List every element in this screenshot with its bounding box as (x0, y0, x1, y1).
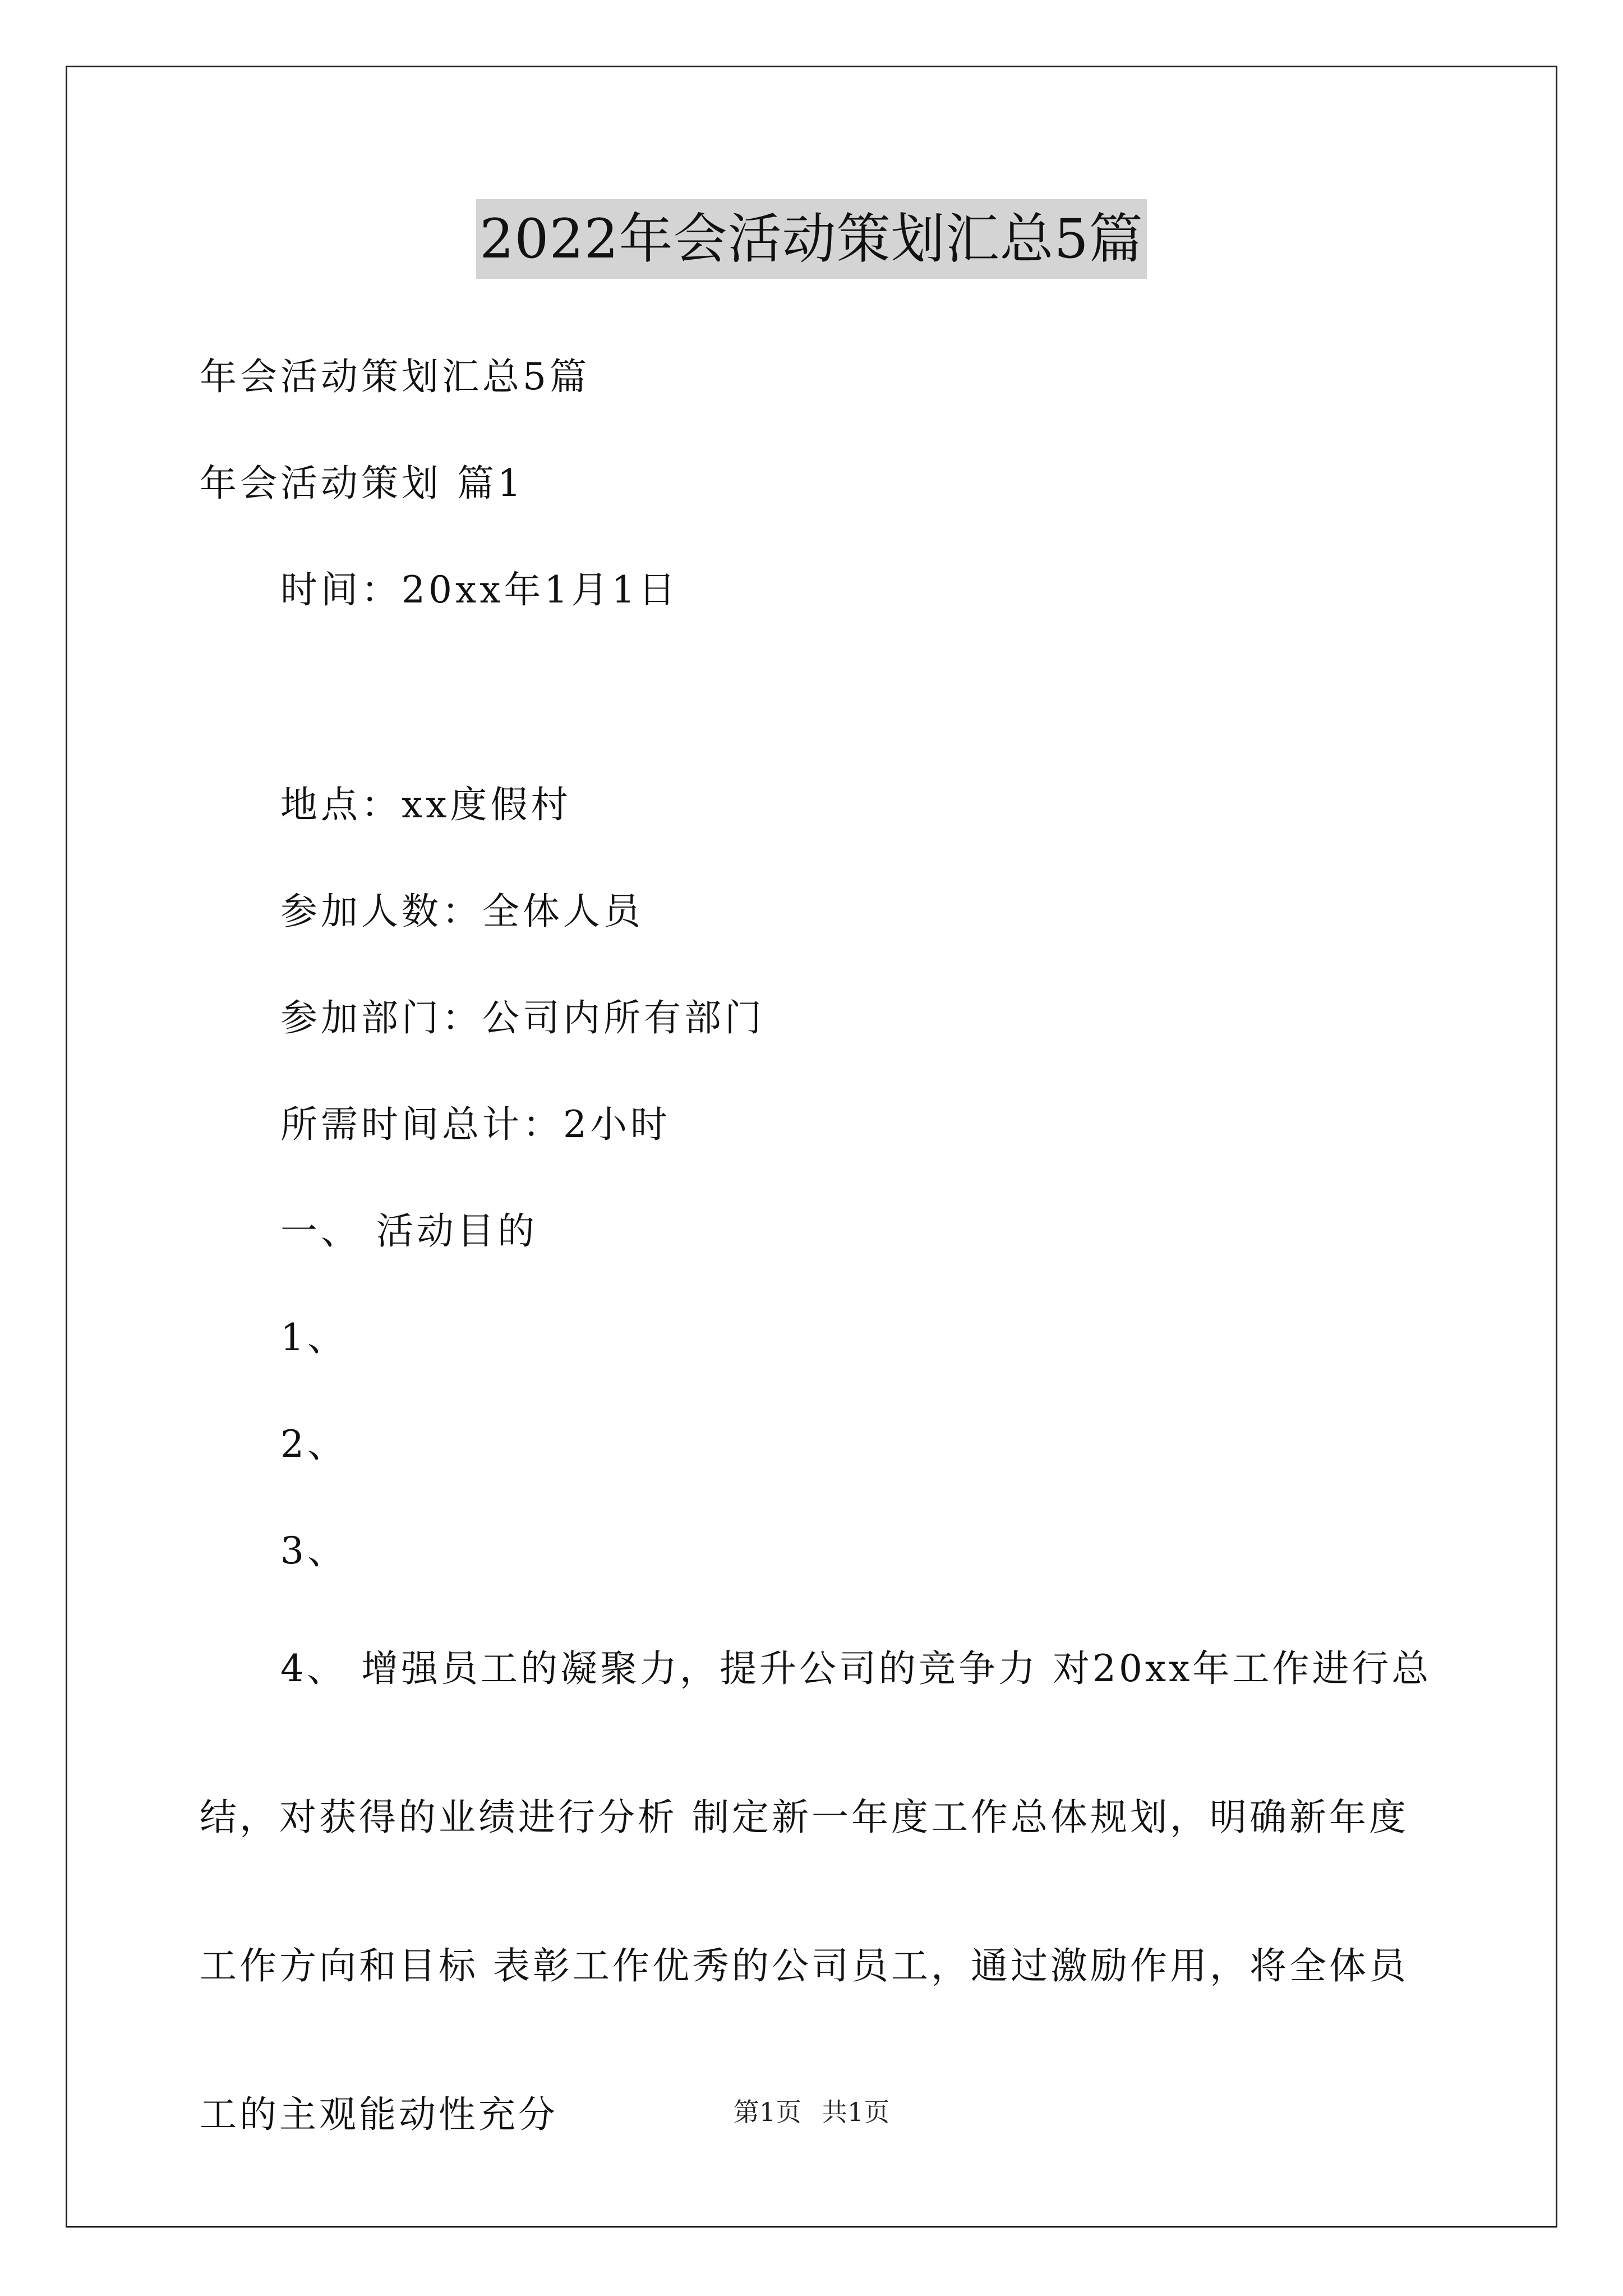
purpose-heading: 一、 活动目的 (280, 1209, 538, 1253)
section-heading: 年会活动策划 篇1 (200, 462, 524, 505)
list-item-1: 1、 (280, 1316, 348, 1359)
participants-line: 参加人数：全体人员 (280, 890, 644, 933)
document-title: 2022年会活动策划汇总5篇 (476, 199, 1146, 279)
duration-line: 所需时间总计：2小时 (280, 1103, 671, 1146)
list-item-2: 2、 (280, 1423, 348, 1466)
location-line: 地点：xx度假村 (280, 783, 571, 826)
document-subtitle: 年会活动策划汇总5篇 (200, 355, 590, 398)
page-number-current: 第1页 (733, 2097, 801, 2127)
page-number-total: 共1页 (822, 2097, 890, 2127)
list-item-3: 3、 (280, 1529, 348, 1572)
page-footer (0, 2095, 1623, 2129)
departments-line: 参加部门：公司内所有部门 (280, 996, 765, 1039)
body-paragraph: 4、 增强员工的凝聚力，提升公司的竞争力 对20xx年工作进行总结，对获得的业绩进行分析 制定新一年度工作总体规划，明确新年度工作方向和目标 表彰工作优秀的公司员工，通过激励作用，将全体员工的主观能动性充分 (200, 1647, 1432, 2136)
time-line: 时间：20xx年1月1日 (280, 568, 679, 611)
title-container (0, 199, 1623, 279)
